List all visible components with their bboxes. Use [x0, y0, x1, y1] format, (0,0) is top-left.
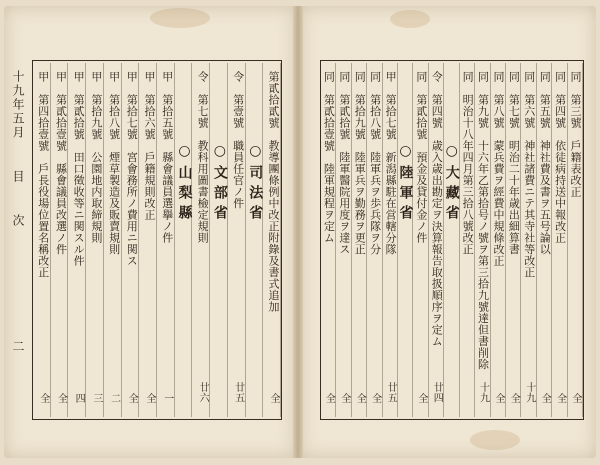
- entry-page: 全: [55, 392, 67, 403]
- toc-entry: [122, 63, 140, 417]
- entry-title: 同 第貳拾號 預金及貸付金ノ件: [414, 71, 428, 244]
- section-header: [175, 63, 193, 417]
- toc-entry: [429, 63, 444, 417]
- entry-page: 廿五: [385, 382, 397, 403]
- entry-title: 同 明治十八年四月第三拾八號改正: [461, 71, 475, 255]
- entry-title: ○司法省: [247, 143, 264, 225]
- entry-title: 甲 第拾六號 戶籍規則改正: [143, 71, 156, 221]
- toc-entry: [413, 63, 428, 417]
- entry-title: ○文部省: [211, 143, 228, 225]
- entry-title: 同 第七號 明治二十年歳出細算書: [507, 71, 521, 255]
- section-header: [246, 63, 264, 417]
- entry-title: 甲 第拾五號 縣會議員選擧ノ件: [160, 71, 174, 244]
- entry-title: 同 第九號 十六年乙第拾号ノ號ヲ第三拾九號達但書削除: [476, 71, 490, 370]
- margin-heading: 目 次: [11, 170, 25, 236]
- toc-entry: [521, 63, 536, 417]
- entry-title: ○大藏省: [443, 143, 460, 225]
- section-header: [398, 63, 413, 417]
- toc-entry: [537, 63, 552, 417]
- entry-page: 廿四: [431, 382, 443, 403]
- entry-page: 全: [126, 392, 138, 403]
- entry-title: 令 第壹號 職員任官ノ件: [231, 71, 245, 209]
- toc-entry: [460, 63, 475, 417]
- entry-page: 全: [570, 392, 581, 403]
- toc-entry: [506, 63, 521, 417]
- entry-page: 二: [108, 392, 120, 403]
- entry-page: 廿六: [197, 382, 209, 403]
- toc-entry: [104, 63, 122, 417]
- toc-entry: [383, 63, 398, 417]
- entry-page: 廿五: [232, 382, 244, 403]
- entry-title: 甲 第拾九號 公園地内取締規則: [89, 71, 103, 244]
- entry-title: 甲 第拾八號 煙草製造及販賣規則: [107, 71, 121, 255]
- entry-title: 甲 第四拾壹號 戶長役場位置名稱改正: [36, 71, 50, 278]
- margin-date: 十九年五月: [11, 70, 25, 140]
- page-number: 二: [11, 340, 25, 354]
- entry-title: 令 第四號 歳入歳出勘定ヲ決算報告取扱順序ヲ定ム: [430, 71, 444, 347]
- toc-entry: [139, 63, 157, 417]
- entry-page: 全: [323, 392, 335, 403]
- toc-entry: [86, 63, 104, 417]
- entry-title: ○山梨縣: [176, 143, 193, 225]
- entry-title: 同 第拾九號 陸軍兵ヲ勤務ヲ更正: [353, 71, 367, 255]
- entry-page: 十九: [477, 382, 489, 403]
- toc-entry: [33, 63, 51, 417]
- entry-title: 甲 第拾七號 宮會務所ノ費用ニ関ス: [125, 71, 139, 267]
- section-header: [444, 63, 459, 417]
- entry-page: 全: [144, 392, 155, 403]
- toc-entry: [157, 63, 175, 417]
- entry-title: 甲 第貳拾號 田口徵收等ニ関スル件: [72, 71, 86, 267]
- entry-title: 同 第拾八號 陸軍兵ヲ歩兵隊ヲ分: [368, 71, 382, 255]
- entry-title: 甲 第拾七號 新潟縣駐在営轄分隊: [384, 71, 398, 255]
- entry-title: 甲 第貳拾壹號 縣會議員改選ノ件: [54, 71, 68, 255]
- entry-page: 一: [161, 392, 173, 403]
- toc-entry: [568, 63, 583, 417]
- toc-entry: [491, 63, 506, 417]
- paper-stain: [150, 8, 210, 28]
- entry-title: 同 第三號 戶籍表改正: [569, 71, 582, 198]
- paper-stain: [470, 430, 520, 450]
- toc-entry: [51, 63, 69, 417]
- toc-entry: [68, 63, 86, 417]
- entry-page: 全: [37, 392, 49, 403]
- entry-page: 全: [554, 392, 566, 403]
- entry-page: 三: [90, 392, 102, 403]
- entry-title: ○陸軍省: [397, 143, 414, 225]
- entry-page: 全: [338, 392, 350, 403]
- section-header: [210, 63, 228, 417]
- entry-page: 全: [539, 392, 551, 403]
- entry-title: 同 第貳拾號 陸軍醫院用度ヲ達ス: [337, 71, 351, 255]
- toc-entry: [321, 63, 336, 417]
- entry-title: 同 第八號 蒙兵費ヲ經費中規條改正: [491, 71, 505, 267]
- toc-entry: [552, 63, 567, 417]
- entry-page: 全: [354, 392, 366, 403]
- toc-entry: [475, 63, 490, 417]
- entry-page: 四: [73, 392, 85, 403]
- toc-entry: [336, 63, 351, 417]
- toc-entry: [263, 63, 281, 417]
- book-gutter: [293, 6, 303, 458]
- entry-page: 全: [268, 392, 279, 403]
- toc-entry: [367, 63, 382, 417]
- paper-stain: [390, 10, 430, 28]
- toc-entry: [228, 63, 246, 417]
- entry-page: 全: [508, 392, 520, 403]
- entry-title: 同 第五號 神社費及書ヲ五号論以: [538, 71, 552, 255]
- right-table-frame: [320, 60, 584, 420]
- entry-title: 同 第六號 神社諸費ニテ其寺社等改正: [522, 71, 536, 278]
- entry-page: 十九: [523, 382, 535, 403]
- entry-page: 全: [415, 392, 427, 403]
- entry-title: 同 第貳拾壹號 陸軍規程ヲ定ム: [322, 71, 336, 244]
- entry-title: 同 第四號 依徒病持送中報改正: [553, 71, 567, 244]
- entry-page: 全: [492, 392, 504, 403]
- toc-entry: [192, 63, 210, 417]
- left-table-frame: [32, 60, 282, 420]
- toc-entry: [352, 63, 367, 417]
- entry-title: 第貳拾貳號 教導團條例中改正附錄及書式追加: [267, 71, 280, 313]
- entry-title: 令 第七號 教科用圖書檢定規則: [196, 71, 210, 244]
- entry-page: 全: [369, 392, 381, 403]
